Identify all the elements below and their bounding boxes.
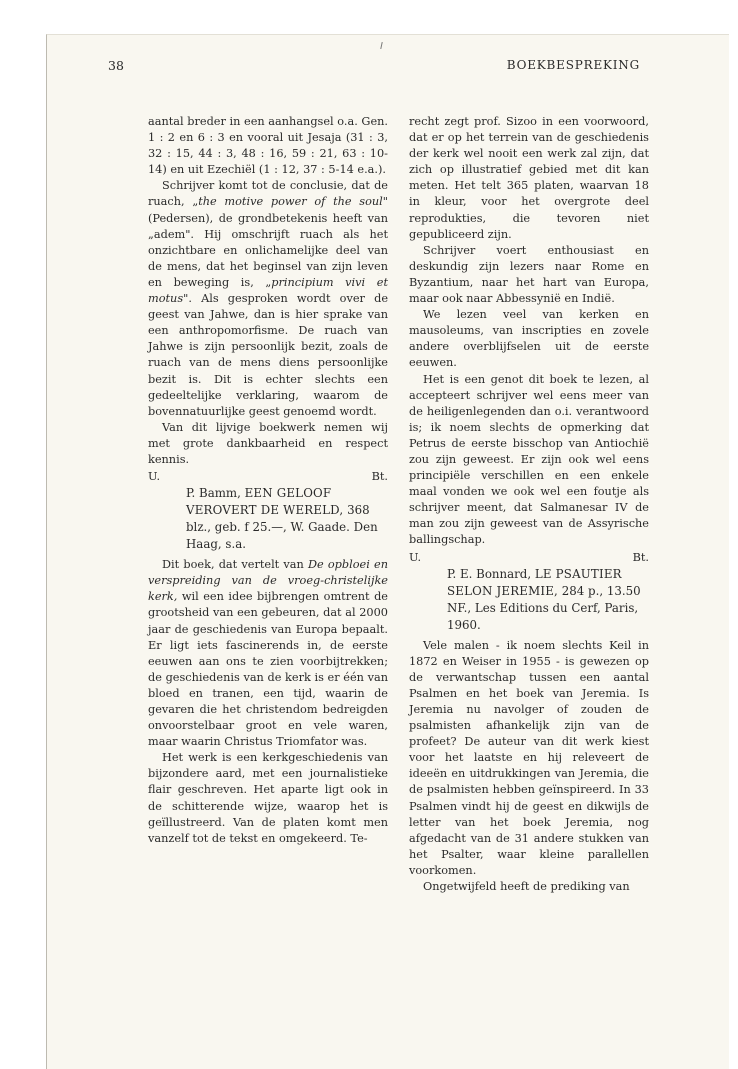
- paragraph: Ongetwijfeld heeft de prediking van: [423, 880, 630, 894]
- paragraph: Het is een genot dit boek te lezen, al accepteert schrijver wel eens meer van de heiligenlegenden dan o.i. verantwoord is; ik noem slechts de opmerking dat Petrus de eerste bisschop van Antiochië zou zijn geweest. Er zijn ook wel eens principiële verschillen en een enkele maal vonden we ook wel een foutje als schrijver meent, dat Salmanesar IV de man zou zijn geweest van de Assyrische ballingschap.: [409, 372, 649, 547]
- review-signature: [409, 550, 649, 566]
- left-column: [148, 114, 388, 847]
- paragraph: aantal breder in een aanhangsel o.a. Gen. 1 : 2 en 6 : 3 en vooral uit Jesaja (31 : 3, 32 : 15, 44 : 3, 48 : 16, 59 : 21, 63 : 10-14) en uit Ezechiël (1 : 12, 37 : 5-14 e.a.).: [148, 115, 388, 177]
- page-number: 38: [108, 58, 124, 73]
- paragraph: We lezen veel van kerken en mausoleums, van inscripties en zovele andere overblijfselen uit de eerste eeuwen.: [409, 308, 649, 370]
- review-signature: [148, 469, 388, 485]
- running-head: BOEKBESPREKING: [506, 58, 640, 72]
- paragraph: Dit boek, dat vertelt van De opbloei en verspreiding van de vroeg-christelijke kerk, wil een idee bijbrengen omtrent de grootsheid van een gebeuren, dat al 2000 jaar de geschiedenis van Europa bepaalt. Er ligt iets fascinerends in, de eerste eeuwen aan ons te zien voorbijtrekken; de geschiedenis van de kerk is er één van bloed en tranen, een tijd, waarin de gevaren die het christendom bedreigden onvoorstelbaar groot en vele waren, maar waarin Christus Triomfator was.: [148, 558, 388, 749]
- paragraph: Van dit lijvige boekwerk nemen wij met grote dankbaarheid en respect kennis.: [148, 420, 388, 466]
- right-column: [409, 114, 649, 895]
- paragraph: recht zegt prof. Sizoo in een voorwoord, dat er op het terrein van de geschiedenis der kerk wel nooit een werk zal zijn, dat zich op illustratief gebied met dit kan meten. Het telt 365 platen, waarvan 18 in kleur, voor het overgrote deel reprodukties, die tevoren niet gepubliceerd zijn.: [409, 115, 649, 241]
- paragraph: Het werk is een kerkgeschiedenis van bijzondere aard, met een journalistieke flair geschreven. Het aparte ligt ook in de schitterende wijze, waarop het is geïllustreerd. Van de platen komt men vanzelf tot de tekst en omgekeerd. Te-: [148, 751, 388, 845]
- signature-initial: U.: [148, 470, 161, 484]
- signature-author: Bt.: [632, 550, 649, 564]
- book-entry-heading: P. Bamm, EEN GELOOF VEROVERT DE WERELD, 368 blz., geb. f 25.—, W. Gaade. Den Haag, s.a.: [186, 486, 378, 552]
- signature-author: Bt.: [371, 470, 388, 484]
- paragraph: Vele malen - ik noem slechts Keil in 1872 en Weiser in 1955 - is gewezen op de verwantschap tussen een aantal Psalmen en het boek van Jeremia. Is Jeremia nu navolger of zouden de psalmisten afhankelijk zijn van de profeet? De auteur van dit werk kiest voor het laatste en hij releveert de ideeën en uitdrukkingen van Jeremia, die de psalmisten hebben geïnspireerd. In 33 Psalmen vindt hij de geest en dikwijls de letter van het boek Jeremia, nog afgedacht van de 31 andere stukken van het Psalter, waar kleine parallellen voorkomen.: [409, 638, 649, 877]
- signature-initial: U.: [409, 550, 422, 564]
- book-entry-heading: P. E. Bonnard, LE PSAUTIER SELON JEREMIE, 284 p., 13.50 NF., Les Editions du Cerf, Paris, 1960.: [447, 566, 641, 632]
- paragraph: Schrijver komt tot de conclusie, dat de ruach, „the motive power of the soul" (Pedersen), de grondbetekenis heeft van „adem". Hij omschrijft ruach als het onzichtbare en onlichamelijke deel van de mens, dat het beginsel van zijn leven en beweging is, „principium vivi et motus". Als gesproken wordt over de geest van Jahwe, dan is hier sprake van een anthropomorfisme. De ruach van Jahwe is zijn persoonlijk bezit, zoals de ruach van de mens diens persoonlijke bezit is. Dit is echter slechts een gedeeltelijke verklaring, waarom de bovennatuurlijke geest genoemd wordt.: [148, 179, 388, 418]
- paragraph: Schrijver voert enthousiast en deskundig zijn lezers naar Rome en Byzantium, naar het hart van Europa, maar ook naar Abbessynië en Indië.: [409, 243, 649, 306]
